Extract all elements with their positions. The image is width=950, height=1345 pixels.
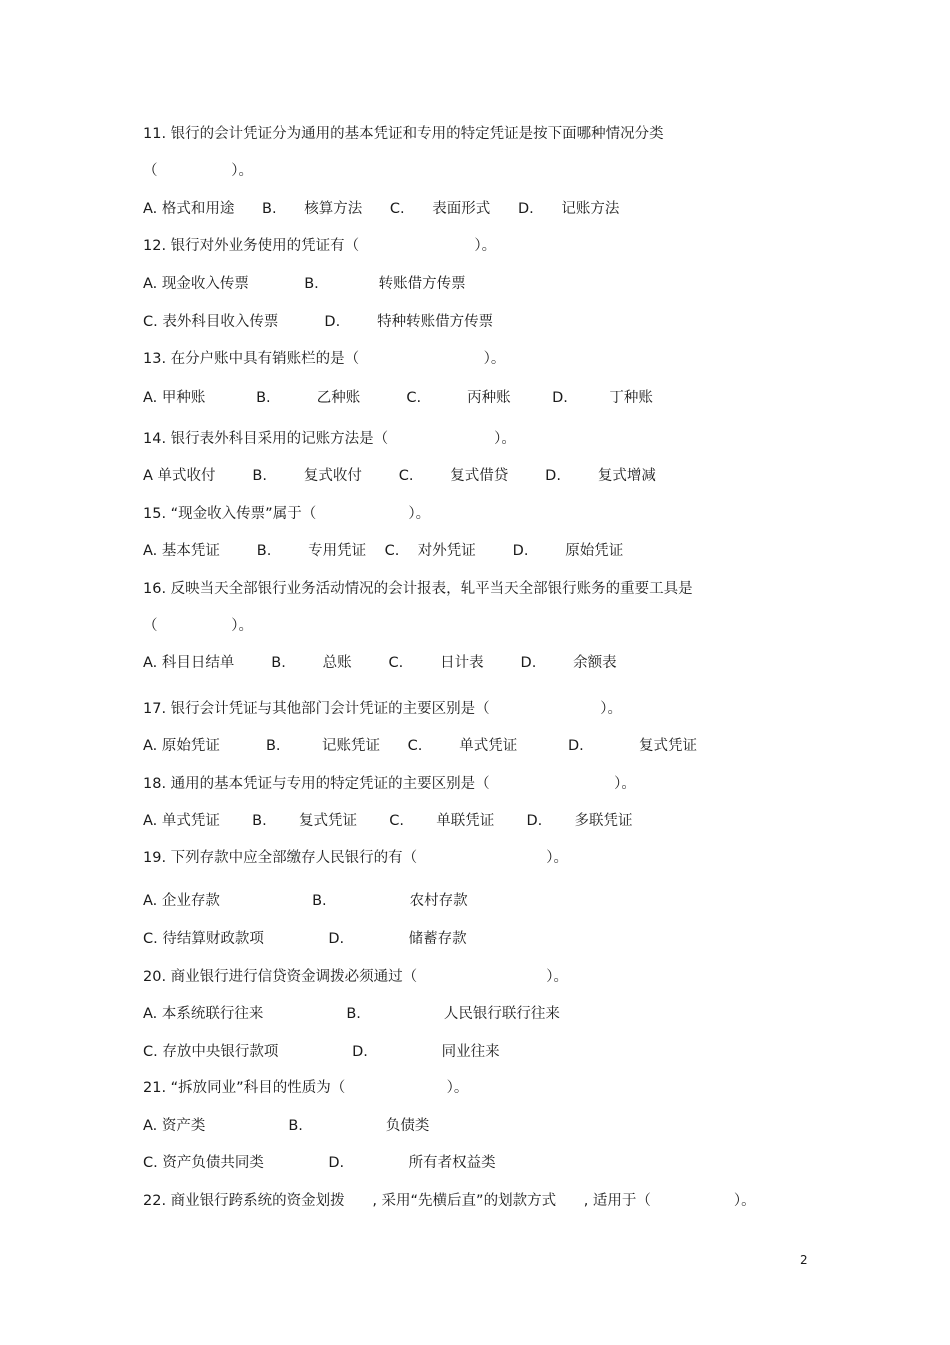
question-11-options: A. 格式和用途 B. 核算方法 C. 表面形式 D. 记账方法 <box>143 201 620 217</box>
question-12: 12. 银行对外业务使用的凭证有（ ）。 <box>143 238 497 254</box>
question-21-options-cd: C. 资产负债共同类 D. 所有者权益类 <box>143 1155 496 1171</box>
question-11-blank: （ ）。 <box>143 163 253 179</box>
question-16-options: A. 科目日结单 B. 总账 C. 日计表 D. 余额表 <box>143 655 617 671</box>
question-16-blank: （ ）。 <box>143 618 253 634</box>
question-19: 19. 下列存款中应全部缴存人民银行的有（ ）。 <box>143 850 568 866</box>
question-12-options-cd: C. 表外科目收入传票 D. 特种转账借方传票 <box>143 314 494 330</box>
question-19-options-ab: A. 企业存款 B. 农村存款 <box>143 893 468 909</box>
question-13-options: A. 甲种账 B. 乙种账 C. 丙种账 D. 丁种账 <box>143 390 653 406</box>
question-17: 17. 银行会计凭证与其他部门会计凭证的主要区别是（ ）。 <box>143 701 623 717</box>
question-18-options: A. 单式凭证 B. 复式凭证 C. 单联凭证 D. 多联凭证 <box>143 813 633 829</box>
question-17-options: A. 原始凭证 B. 记账凭证 C. 单式凭证 D. 复式凭证 <box>143 738 698 754</box>
question-18: 18. 通用的基本凭证与专用的特定凭证的主要区别是（ ）。 <box>143 776 636 792</box>
question-19-options-cd: C. 待结算财政款项 D. 储蓄存款 <box>143 931 467 947</box>
question-20-options-cd: C. 存放中央银行款项 D. 同业往来 <box>143 1044 500 1060</box>
question-21-options-ab: A. 资产类 B. 负债类 <box>143 1118 430 1134</box>
question-16: 16. 反映当天全部银行业务活动情况的会计报表，轧平当天全部银行账务的重要工具是 <box>143 581 693 597</box>
question-15: 15. “现金收入传票”属于（ ）。 <box>143 506 431 522</box>
question-20-options-ab: A. 本系统联行往来 B. 人民银行联行往来 <box>143 1006 560 1022</box>
question-14: 14. 银行表外科目采用的记账方法是（ ）。 <box>143 431 516 447</box>
question-22: 22. 商业银行跨系统的资金划拨 , 采用“先横后直”的划款方式 , 适用于（ ）。 <box>143 1193 756 1209</box>
page-number: 2 <box>800 1253 808 1267</box>
question-21: 21. “拆放同业”科目的性质为（ ）。 <box>143 1080 469 1096</box>
question-20: 20. 商业银行进行信贷资金调拨必须通过（ ）。 <box>143 969 568 985</box>
question-12-options-ab: A. 现金收入传票 B. 转账借方传票 <box>143 276 466 292</box>
question-15-options: A. 基本凭证 B. 专用凭证 C. 对外凭证 D. 原始凭证 <box>143 543 624 559</box>
question-14-options: A 单式收付 B. 复式收付 C. 复式借贷 D. 复式增减 <box>143 468 656 484</box>
question-13: 13. 在分户账中具有销账栏的是（ ）。 <box>143 351 506 367</box>
question-11: 11. 银行的会计凭证分为通用的基本凭证和专用的特定凭证是按下面哪种情况分类 <box>143 126 664 142</box>
